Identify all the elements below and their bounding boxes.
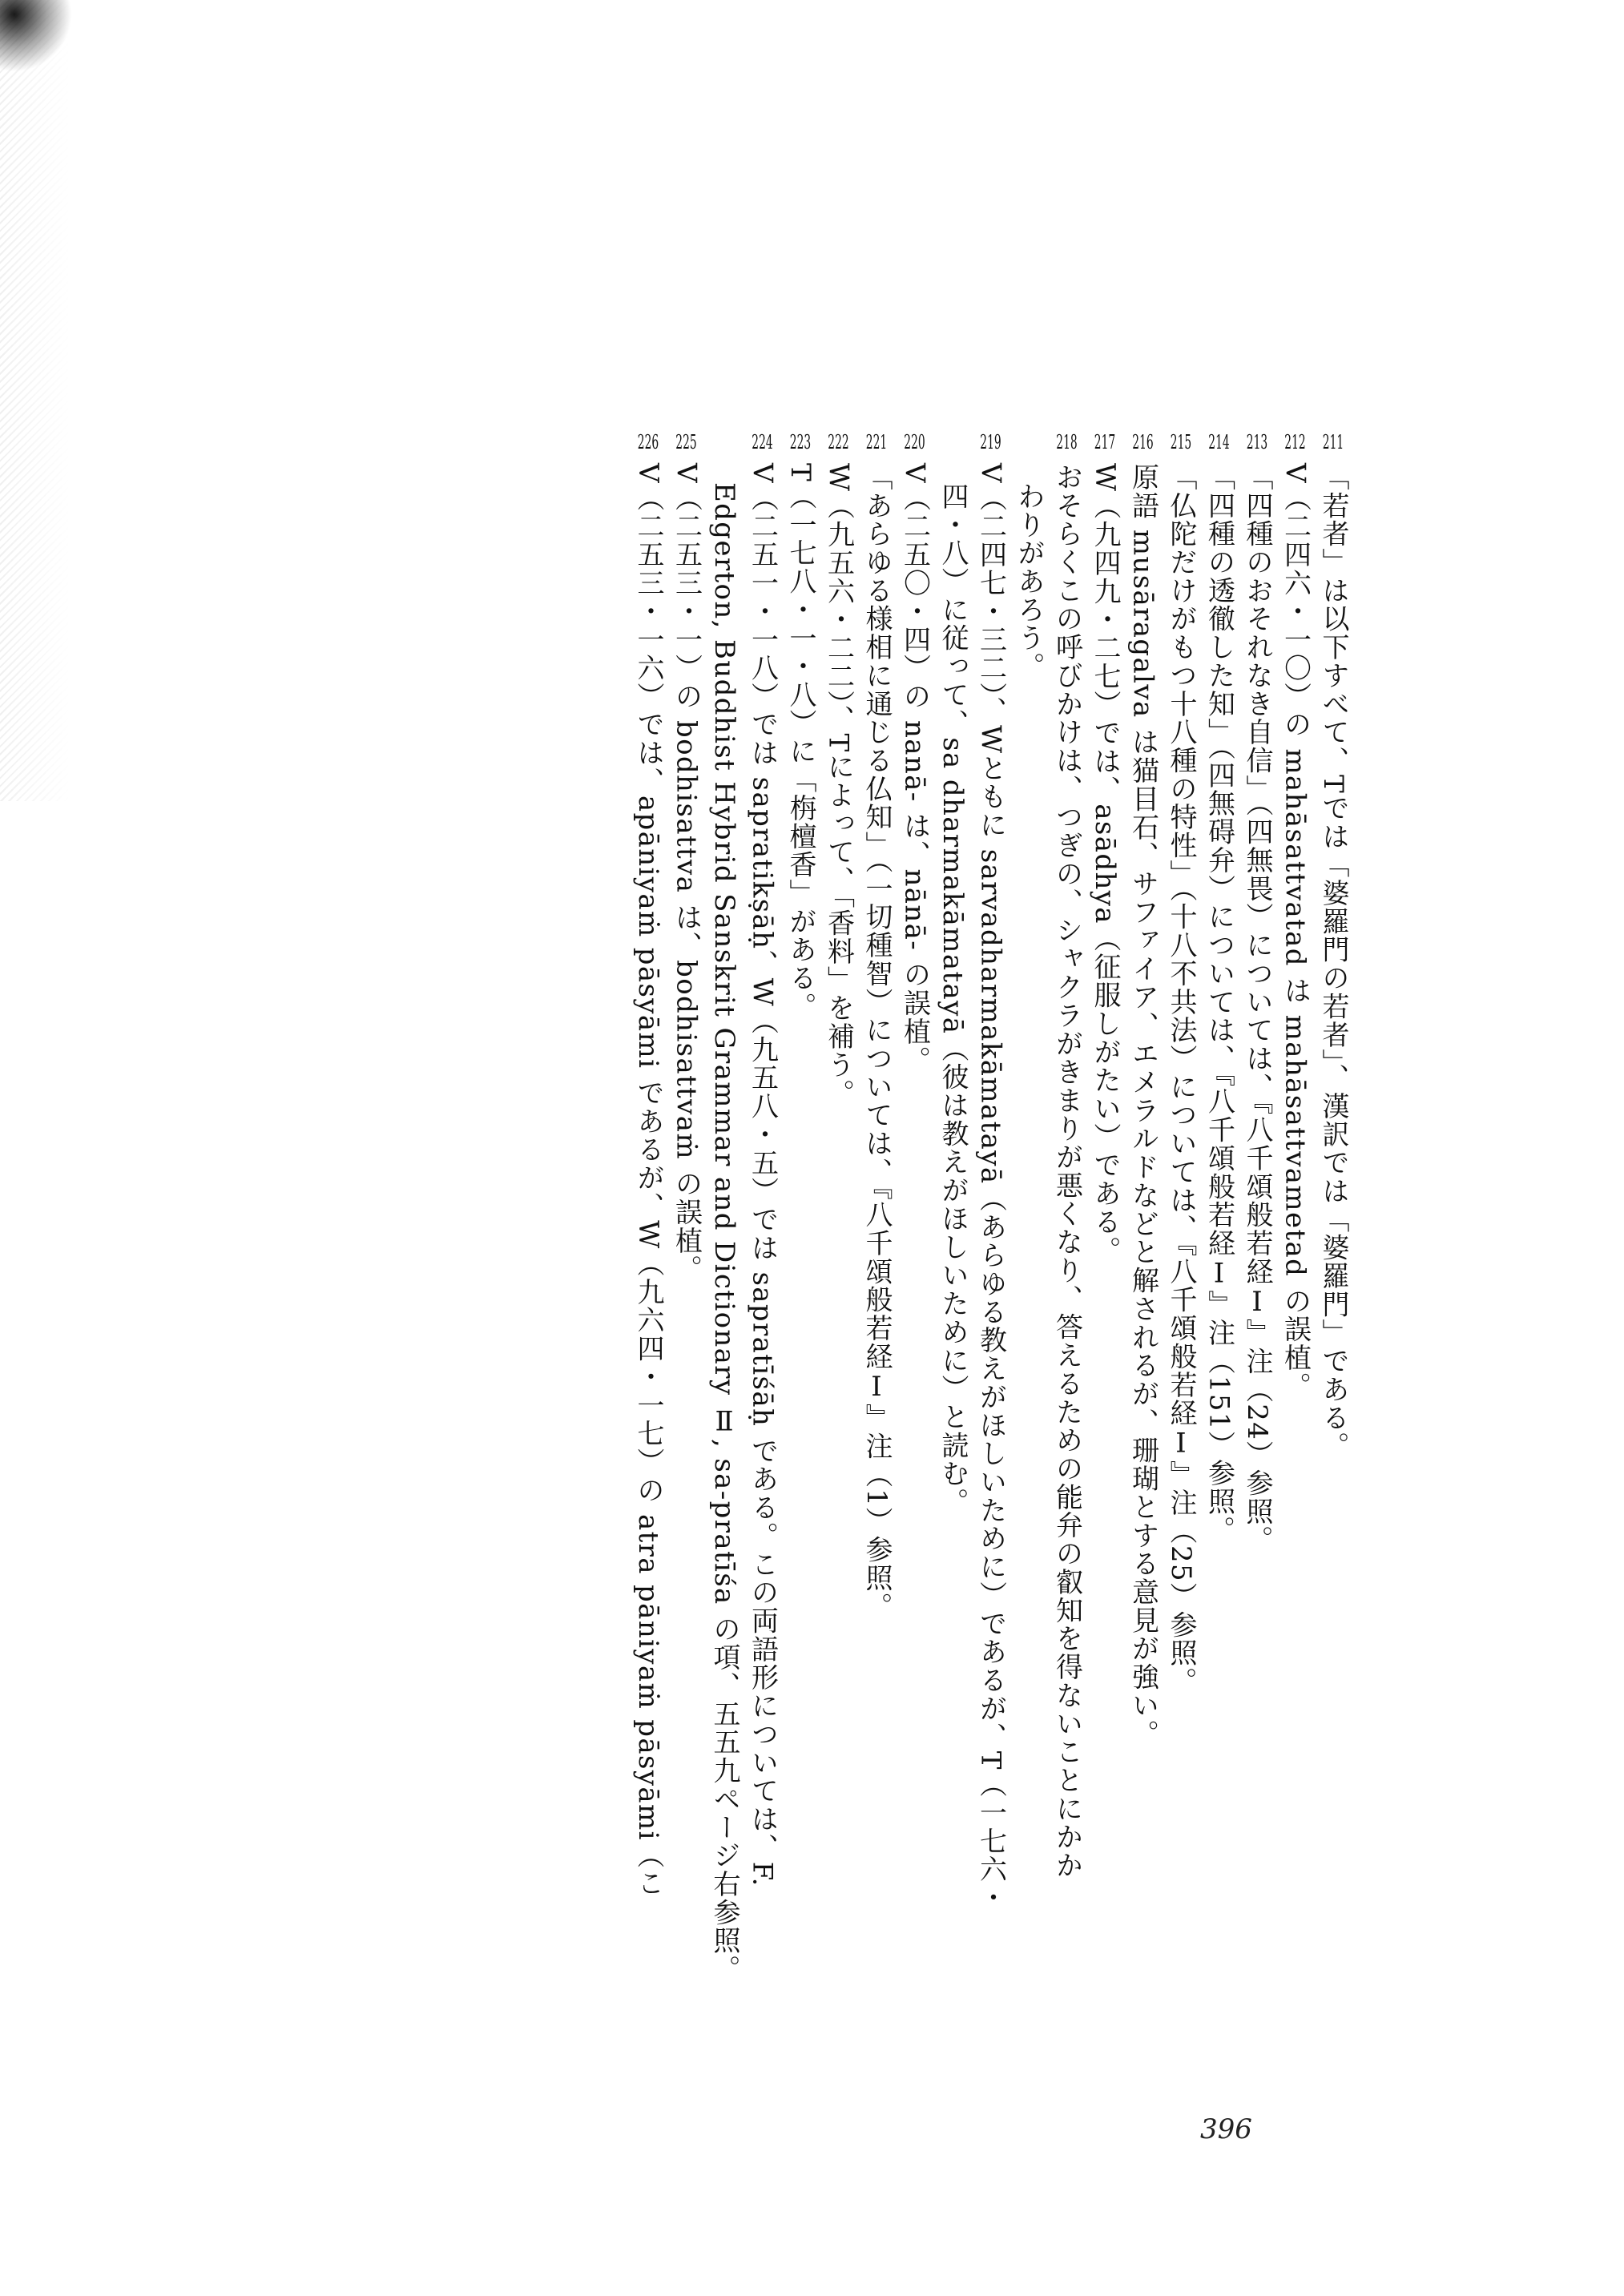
note-number: 219: [980, 433, 1001, 452]
note-number: 226: [637, 433, 659, 452]
note-212: [1275, 433, 1314, 2075]
note-text: 「仏陀だけがもつ十八種の特性」（十八不共法）については、『八千頌般若経Ⅰ』注（25）参照。: [1165, 463, 1197, 1696]
note-text: おそらくこの呼びかけは、つぎの、シャクラがきまりが悪くなり、答えるための能弁の叡知を得ないことにかか: [1050, 463, 1083, 1879]
note-221: [857, 433, 896, 2075]
note-218-continuation: [1009, 433, 1048, 2075]
note-225: [667, 433, 705, 2075]
note-text: V（二五三・一六）では、apāniyaṁ pāsyāmi であるが、W（九六四・一七）の atra pāniyaṁ pāsyāmi（こ: [632, 463, 664, 1898]
note-number: 224: [752, 433, 773, 452]
note-224: [743, 433, 781, 2075]
note-number: 215: [1170, 433, 1192, 452]
note-text: 原語 musāragalva は猫目石、サファイア、エメラルドなどと解されるが、珊瑚とする意見が強い。: [1126, 463, 1159, 1748]
note-224-continuation: [705, 433, 743, 2075]
note-226: [629, 433, 667, 2075]
note-text: V（二四七・三二）、Wともに sarvadharmakāmatayā（あらゆる教えがほしいために）であるが、T（一七六・: [974, 463, 1007, 1912]
note-text: Edgerton, Buddhist Hybrid Sanskrit Grammar and Dictionary Ⅱ, sa-pratīśa の項、五五九ページ右参照。: [708, 482, 740, 1984]
note-number: 211: [1322, 433, 1344, 452]
note-text: わりがあろう。: [1013, 482, 1045, 681]
note-number: 218: [1056, 433, 1078, 452]
note-text: V（二五三・一）の bodhisattva は、bodhisattvaṁ の誤植。: [670, 463, 703, 1283]
note-223: [781, 433, 820, 2075]
note-220: [895, 433, 933, 2075]
note-text: 「四種のおそれなき自信」（四無畏）については、『八千頌般若経Ⅰ』注（24）参照。: [1241, 463, 1273, 1554]
note-number: 212: [1284, 433, 1306, 452]
page-number: 396: [1200, 2113, 1252, 2145]
note-219: [971, 433, 1009, 2075]
note-number: 216: [1132, 433, 1154, 452]
note-text: V（二四六・一〇）の mahāsattvatad は mahāsattvametad の誤植。: [1279, 463, 1312, 1400]
scan-edge-shadow: [0, 0, 72, 801]
note-text: 「四種の透徹した知」（四無碍弁）については、『八千頌般若経Ⅰ』注（151）参照。: [1203, 463, 1235, 1545]
note-211: [1314, 433, 1352, 2075]
note-text: 「あらゆる様相に通じる仏知」（一切種智）については、『八千頌般若経Ⅰ』注（1）参照。: [860, 463, 893, 1621]
note-number: 225: [675, 433, 697, 452]
notes-column: [629, 433, 1352, 2075]
note-number: 214: [1208, 433, 1230, 452]
note-number: 213: [1246, 433, 1268, 452]
note-text: 四・八）に従って、sa dharmakāmatayā（彼は教えがほしいために）と読む。: [937, 482, 969, 1517]
note-217: [1086, 433, 1124, 2075]
note-number: 223: [789, 433, 812, 452]
note-number: 217: [1094, 433, 1116, 452]
note-text: W（九五六・二二）、Tによって、「香料」を補う。: [822, 463, 855, 1108]
note-222: [819, 433, 857, 2075]
note-text: V（二五一・一八）では sapratikṣāḥ、W（九五八・五）では sapratīśāḥ である。この両語形については、F.: [746, 463, 779, 1887]
note-text: 「若者」は以下すべて、Tでは「婆羅門の若者」、漢訳では「婆羅門」である。: [1317, 463, 1349, 1460]
note-number: 222: [828, 433, 849, 452]
note-text: W（九四九・二七）では、asādhya（征服しがたい）である。: [1089, 463, 1121, 1265]
note-214: [1199, 433, 1238, 2075]
note-text: T（一七八・一・八）に「栴檀香」がある。: [784, 463, 816, 1021]
note-number: 220: [904, 433, 925, 452]
note-215: [1162, 433, 1200, 2075]
note-216: [1123, 433, 1162, 2075]
note-218: [1047, 433, 1086, 2075]
note-213: [1238, 433, 1276, 2075]
note-219-continuation: [933, 433, 972, 2075]
scan-corner-blot: [0, 0, 72, 72]
note-text: V（二五〇・四）の nanā- は、nānā- の誤植。: [898, 463, 931, 1074]
note-number: 221: [865, 433, 888, 452]
